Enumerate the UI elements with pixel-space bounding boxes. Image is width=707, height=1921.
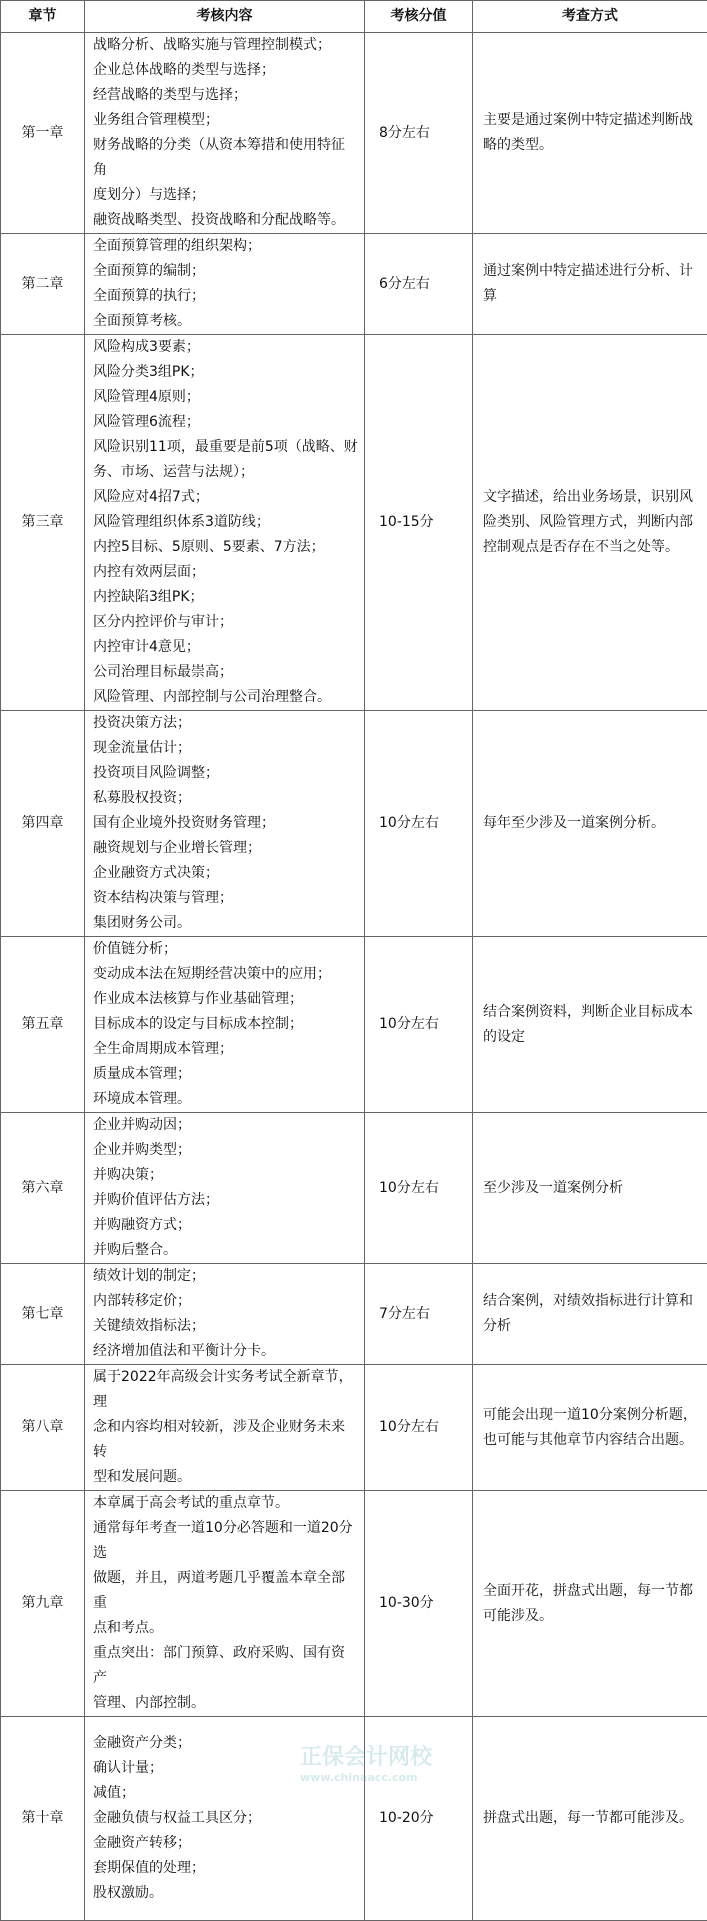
- method-cell: 结合案例资料，判断企业目标成本的设定: [473, 937, 707, 1113]
- header-chapter: 章节: [1, 1, 85, 33]
- content-line: 通常每年考查一道10分必答题和一道20分选: [93, 1516, 358, 1566]
- content-line: 企业融资方式决策；: [93, 861, 358, 886]
- points-cell: 7分左右: [365, 1264, 473, 1365]
- content-line: 经营战略的类型与选择；: [93, 83, 358, 108]
- method-cell: 每年至少涉及一道案例分析。: [473, 711, 707, 937]
- method-cell: 全面开花，拼盘式出题，每一节都可能涉及。: [473, 1491, 707, 1717]
- content-line: 全面预算管理的组织架构；: [93, 234, 358, 259]
- content-line: 环境成本管理。: [93, 1087, 358, 1112]
- content-line: 全生命周期成本管理；: [93, 1037, 358, 1062]
- points-cell: 10-20分: [365, 1717, 473, 1921]
- points-cell: 8分左右: [365, 33, 473, 234]
- content-line: 金融负债与权益工具区分；: [93, 1806, 358, 1831]
- content-line: 风险分类3组PK；: [93, 360, 358, 385]
- content-line: 金融资产分类；: [93, 1731, 358, 1756]
- method-cell: 可能会出现一道10分案例分析题，也可能与其他章节内容结合出题。: [473, 1365, 707, 1491]
- table-row: [1, 234, 707, 335]
- content-line: 点和考点。: [93, 1616, 358, 1641]
- content-line: 融资战略类型、投资战略和分配战略等。: [93, 208, 358, 233]
- content-line: 企业并购动因；: [93, 1113, 358, 1138]
- watermark-url: www.chinaacc.com: [300, 1771, 432, 1784]
- method-cell: 主要是通过案例中特定描述判断战略的类型。: [473, 33, 707, 234]
- content-cell: [85, 1491, 365, 1717]
- content-line: 资本结构决策与管理；: [93, 886, 358, 911]
- points-cell: 10分左右: [365, 711, 473, 937]
- content-line: 风险管理6流程；: [93, 410, 358, 435]
- content-line: 内控有效两层面；: [93, 560, 358, 585]
- points-cell: 6分左右: [365, 234, 473, 335]
- content-line: 本章属于高会考试的重点章节。: [93, 1491, 358, 1516]
- content-line: 风险管理4原则；: [93, 385, 358, 410]
- method-cell: 文字描述，给出业务场景，识别风险类别、风险管理方式，判断内部控制观点是否存在不当之处等。: [473, 335, 707, 711]
- method-cell: 拼盘式出题，每一节都可能涉及。: [473, 1717, 707, 1921]
- table-row: [1, 937, 707, 1113]
- chapter-cell: 第九章: [1, 1491, 85, 1717]
- content-cell: [85, 711, 365, 937]
- table-row: [1, 1717, 707, 1921]
- content-line: 务、市场、运营与法规）；: [93, 460, 358, 485]
- content-line: 现金流量估计；: [93, 736, 358, 761]
- content-line: 全面预算考核。: [93, 309, 358, 334]
- content-line: 股权激励。: [93, 1881, 358, 1906]
- content-line: 念和内容均相对较新，涉及企业财务未来转: [93, 1415, 358, 1465]
- content-line: 内部转移定价；: [93, 1289, 358, 1314]
- content-line: 私募股权投资；: [93, 786, 358, 811]
- content-line: 并购决策；: [93, 1163, 358, 1188]
- points-cell: 10分左右: [365, 1365, 473, 1491]
- content-line: 战略分析、战略实施与管理控制模式；: [93, 33, 358, 58]
- content-line: 风险管理组织体系3道防线；: [93, 510, 358, 535]
- table-row: [1, 33, 707, 234]
- content-line: 价值链分析；: [93, 937, 358, 962]
- content-line: 全面预算的执行；: [93, 284, 358, 309]
- method-cell: 结合案例，对绩效指标进行计算和分析: [473, 1264, 707, 1365]
- content-line: 度划分）与选择；: [93, 183, 358, 208]
- table-row: [1, 1113, 707, 1264]
- content-line: 管理、内部控制。: [93, 1691, 358, 1716]
- points-cell: 10-15分: [365, 335, 473, 711]
- chapter-cell: 第四章: [1, 711, 85, 937]
- content-cell: [85, 1365, 365, 1491]
- content-line: 做题，并且，两道考题几乎覆盖本章全部重: [93, 1566, 358, 1616]
- content-cell: [85, 937, 365, 1113]
- content-line: 套期保值的处理；: [93, 1856, 358, 1881]
- content-line: 风险管理、内部控制与公司治理整合。: [93, 685, 358, 710]
- content-cell: [85, 33, 365, 234]
- watermark-brand: 正保会计网校: [300, 1745, 432, 1770]
- table-row: [1, 711, 707, 937]
- chapter-cell: 第三章: [1, 335, 85, 711]
- points-cell: 10-30分: [365, 1491, 473, 1717]
- content-line: 内控缺陷3组PK；: [93, 585, 358, 610]
- content-line: 风险应对4招7式；: [93, 485, 358, 510]
- content-cell: [85, 1717, 365, 1921]
- content-line: 国有企业境外投资财务管理；: [93, 811, 358, 836]
- chapter-cell: 第五章: [1, 937, 85, 1113]
- points-cell: 10分左右: [365, 937, 473, 1113]
- chapter-cell: 第十章: [1, 1717, 85, 1921]
- chapter-cell: 第二章: [1, 234, 85, 335]
- header-content: 考核内容: [85, 1, 365, 33]
- content-line: 质量成本管理；: [93, 1062, 358, 1087]
- chapter-cell: 第七章: [1, 1264, 85, 1365]
- content-line: 关键绩效指标法；: [93, 1314, 358, 1339]
- content-line: 集团财务公司。: [93, 911, 358, 936]
- content-line: 型和发展问题。: [93, 1465, 358, 1490]
- content-line: 并购价值评估方法；: [93, 1188, 358, 1213]
- points-cell: 10分左右: [365, 1113, 473, 1264]
- content-cell: [85, 234, 365, 335]
- content-line: 并购融资方式；: [93, 1213, 358, 1238]
- table-row: [1, 335, 707, 711]
- table-row: [1, 1264, 707, 1365]
- content-line: 业务组合管理模型；: [93, 108, 358, 133]
- content-line: 金融资产转移；: [93, 1831, 358, 1856]
- table-row: [1, 1365, 707, 1491]
- content-line: 确认计量；: [93, 1756, 358, 1781]
- content-line: 全面预算的编制；: [93, 259, 358, 284]
- content-line: 区分内控评价与审计；: [93, 610, 358, 635]
- chapter-cell: 第八章: [1, 1365, 85, 1491]
- content-line: 绩效计划的制定；: [93, 1264, 358, 1289]
- content-line: 财务战略的分类（从资本筹措和使用特征角: [93, 133, 358, 183]
- content-line: 内控5目标、5原则、5要素、7方法；: [93, 535, 358, 560]
- content-line: 投资决策方法；: [93, 711, 358, 736]
- content-line: 经济增加值法和平衡计分卡。: [93, 1339, 358, 1364]
- content-line: 风险识别11项，最重要是前5项（战略、财: [93, 435, 358, 460]
- content-cell: [85, 1113, 365, 1264]
- content-line: 重点突出：部门预算、政府采购、国有资产: [93, 1641, 358, 1691]
- chapter-cell: 第六章: [1, 1113, 85, 1264]
- table-row: [1, 1491, 707, 1717]
- content-line: 减值；: [93, 1781, 358, 1806]
- content-line: 融资规划与企业增长管理；: [93, 836, 358, 861]
- content-cell: [85, 335, 365, 711]
- content-line: 企业总体战略的类型与选择；: [93, 58, 358, 83]
- content-cell: [85, 1264, 365, 1365]
- header-method: 考查方式: [473, 1, 707, 33]
- content-line: 并购后整合。: [93, 1238, 358, 1263]
- content-line: 风险构成3要素；: [93, 335, 358, 360]
- method-cell: 通过案例中特定描述进行分析、计算: [473, 234, 707, 335]
- content-line: 属于2022年高级会计实务考试全新章节，理: [93, 1365, 358, 1415]
- content-line: 目标成本的设定与目标成本控制；: [93, 1012, 358, 1037]
- content-line: 变动成本法在短期经营决策中的应用；: [93, 962, 358, 987]
- chapter-cell: 第一章: [1, 33, 85, 234]
- content-line: 投资项目风险调整；: [93, 761, 358, 786]
- method-cell: 至少涉及一道案例分析: [473, 1113, 707, 1264]
- content-line: 公司治理目标最崇高；: [93, 660, 358, 685]
- header-points: 考核分值: [365, 1, 473, 33]
- content-line: 作业成本法核算与作业基础管理；: [93, 987, 358, 1012]
- content-line: 企业并购类型；: [93, 1138, 358, 1163]
- content-line: 内控审计4意见；: [93, 635, 358, 660]
- header-row: [1, 1, 707, 33]
